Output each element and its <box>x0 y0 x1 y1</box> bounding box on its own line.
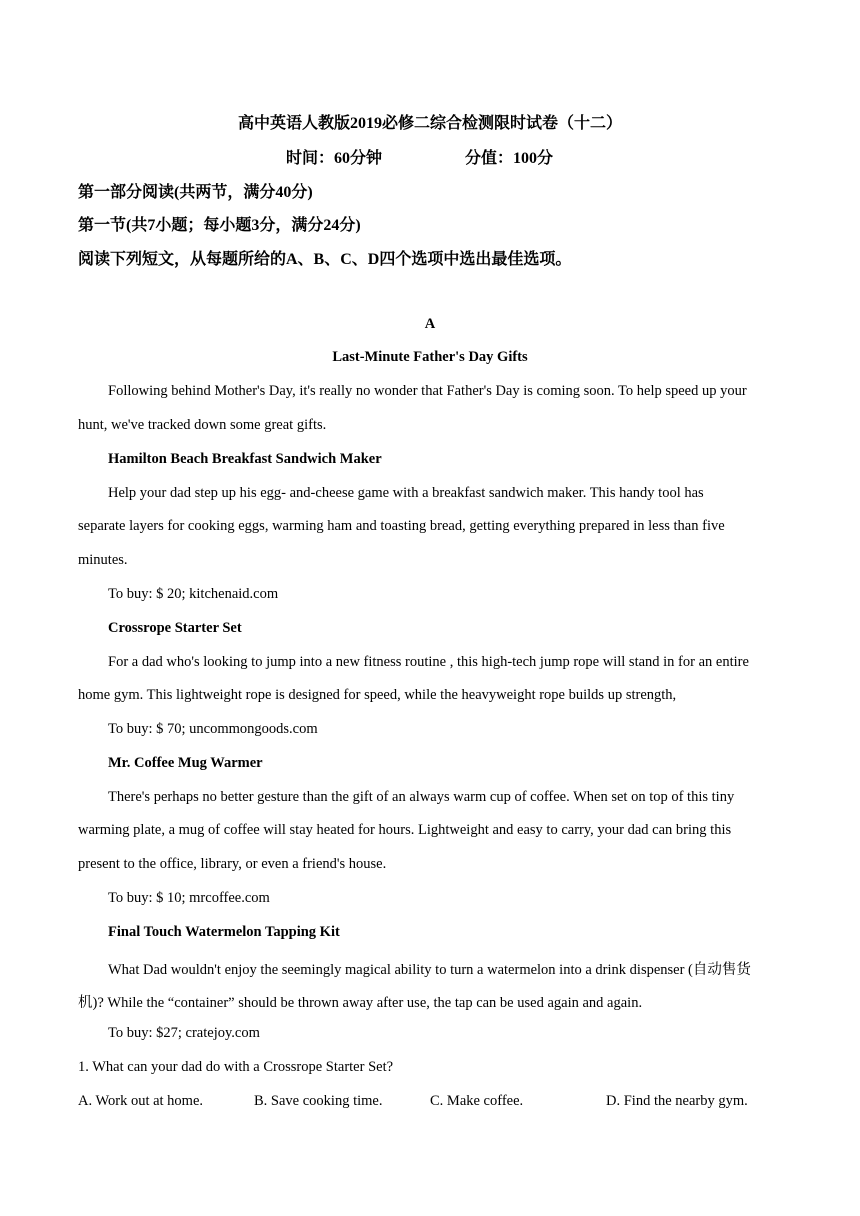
item-price: To buy: $ 70; uncommongoods.com <box>108 721 318 737</box>
item-text: Help your dad step up his egg- and-cheese game with a breakfast sandwich maker. This handy tool has <box>108 485 704 501</box>
item-heading: Final Touch Watermelon Tapping Kit <box>108 924 340 940</box>
exam-title: 高中英语人教版2019必修二综合检测限时试卷（十二） <box>237 115 622 132</box>
item-text: There's perhaps no better gesture than the gift of an always warm cup of coffee. When set on top of this tiny <box>108 789 735 805</box>
item-price: To buy: $ 20; kitchenaid.com <box>108 586 279 602</box>
question-stem: 1. What can your dad do with a Crossrope Starter Set? <box>78 1059 394 1075</box>
passage-title: Last-Minute Father's Day Gifts <box>332 349 528 365</box>
item-heading: Crossrope Starter Set <box>108 620 242 636</box>
exam-time: 时间：60分钟 <box>286 150 383 167</box>
item-price: To buy: $ 10; mrcoffee.com <box>108 890 270 906</box>
item-text: What Dad wouldn't enjoy the seemingly magical ability to turn a watermelon into a drink dispenser (自动售货 <box>108 962 751 978</box>
option-a: A. Work out at home. <box>78 1093 204 1109</box>
intro-line: Following behind Mother's Day, it's really no wonder that Father's Day is coming soon. To help speed up your <box>108 383 747 399</box>
item-text: home gym. This lightweight rope is designed for speed, while the heavyweight rope builds up strength, <box>78 687 677 703</box>
item-text: minutes. <box>78 552 128 568</box>
section-heading: 第一节(共7小题；每小题3分，满分24分) <box>78 217 361 234</box>
item-text: present to the office, library, or even a friend's house. <box>78 856 387 872</box>
item-text: 机)? While the “container” should be thrown away after use, the tap can be used again and again. <box>78 995 643 1011</box>
option-c: C. Make coffee. <box>430 1093 524 1109</box>
item-price: To buy: $27; cratejoy.com <box>108 1025 260 1041</box>
instruction: 阅读下列短文，从每题所给的A、B、C、D四个选项中选出最佳选项。 <box>78 251 572 268</box>
option-b: B. Save cooking time. <box>254 1093 383 1109</box>
exam-score: 分值：100分 <box>465 150 554 167</box>
item-text: warming plate, a mug of coffee will stay heated for hours. Lightweight and easy to carry, your dad can bring this <box>78 822 732 838</box>
item-heading: Mr. Coffee Mug Warmer <box>108 755 263 771</box>
item-heading: Hamilton Beach Breakfast Sandwich Maker <box>108 451 382 467</box>
part-heading: 第一部分阅读(共两节，满分40分) <box>78 184 313 201</box>
item-text: separate layers for cooking eggs, warming ham and toasting bread, getting everything prepared in less than five <box>78 518 725 534</box>
item-text: For a dad who's looking to jump into a new fitness routine , this high-tech jump rope will stand in for an entire <box>108 654 749 670</box>
intro-line: hunt, we've tracked down some great gifts. <box>78 417 327 433</box>
option-d: D. Find the nearby gym. <box>606 1093 748 1109</box>
passage-label: A <box>424 316 436 332</box>
